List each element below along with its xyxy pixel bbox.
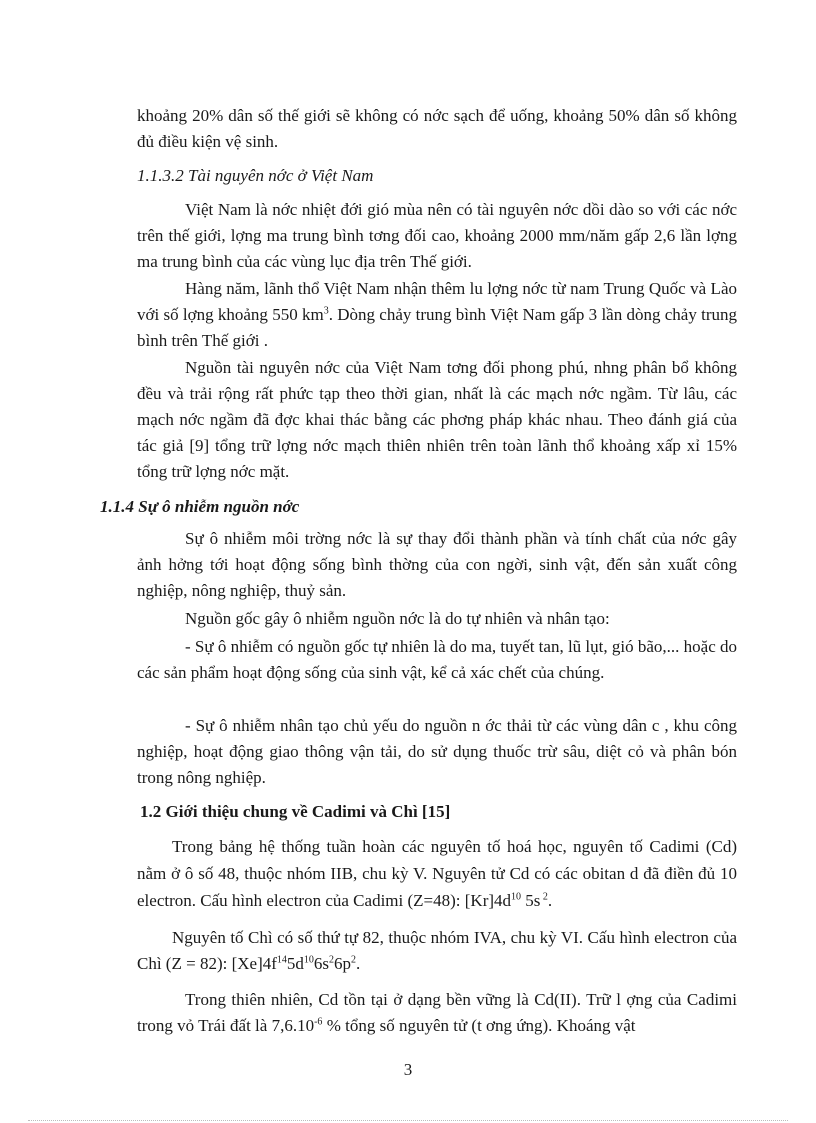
superscript: 2	[329, 954, 335, 966]
paragraph-natural-pollution: - Sự ô nhiễm có nguồn gốc tự nhiên là do ma, tuyết tan, lũ lụt, gió bão,... hoặc do các sản phẩm hoạt động sống của sinh vật, kể cả xác chết của chúng.	[137, 637, 737, 682]
text-run: 5d	[286, 954, 304, 973]
paragraph-flow	[137, 276, 737, 354]
text-run: 6p	[334, 954, 352, 973]
text-run: % tổng số nguyên tử (t ơng ứng). Khoáng vật	[322, 1016, 636, 1035]
superscript: 10	[303, 954, 314, 966]
paragraph-cadmium	[137, 833, 737, 914]
paragraph-pollution-source: Nguồn gốc gây ô nhiễm nguồn nớc là do tự nhiên và nhân tạo:	[185, 609, 610, 628]
text-run: Nguyên tố Chì có số thứ tự 82, thuộc nhóm IVA, chu kỳ VI. Cấu hình electron của Chì (Z = 82): [Xe]4f	[137, 928, 737, 973]
text-run: .	[356, 954, 361, 973]
text-run: . Dòng chảy trung bình Việt Nam gấp 3 lần dòng chảy trung bình trên Thế giới .	[137, 305, 738, 350]
subheading-1-1-3-2: 1.1.3.2 Tài nguyên nớc ở Việt Nam	[137, 166, 374, 185]
page-number: 3	[403, 1060, 413, 1079]
text-run: Trong thiên nhiên, Cd tồn tại ở dạng bền vững là Cd(II). Trữ l ợng của Cadimi trong vỏ Trái đất là 7,6.10	[137, 990, 737, 1035]
paragraph-intro: khoảng 20% dân số thế giới sẽ không có nớc sạch để uống, khoảng 50% dân số không đủ điều kiện vệ sinh.	[137, 106, 737, 151]
superscript: 3	[323, 305, 329, 317]
heading-1-2: 1.2 Giới thiệu chung về Cadimi và Chì [15]	[140, 802, 451, 821]
paragraph-resources: Nguồn tài nguyên nớc của Việt Nam tơng đối phong phú, nhng phân bổ không đều và trải rộng rất phức tạp theo thời gian, nhất là các mạch nớc ngầm. Từ lâu, các mạch nớc ngầm đã đợc khai thác bằng các phơng pháp khác nhau. Theo đánh giá của tác giả [9] tổng trữ lợng nớc mạch thiên nhiên trên toàn lãnh thổ khoảng xấp xỉ 15% tổng trữ lợng nớc mặt.	[137, 358, 737, 481]
text-run: Trong bảng hệ thống tuần hoàn các nguyên tố hoá học, nguyên tố Cadimi (Cd) nằm ở ô số 48, thuộc nhóm IIB, chu kỳ V. Nguyên tử Cd có các obitan d đã điền đủ 10 electron. Cấu hình electron của Cadimi (Z=48): [Kr]4d	[137, 837, 737, 910]
paragraph-cadmium-nature	[137, 987, 737, 1039]
paragraph-lead	[137, 925, 737, 977]
superscript: 10	[511, 891, 522, 903]
superscript: -6	[314, 1016, 323, 1028]
superscript: 2	[351, 954, 357, 966]
heading-1-1-4: 1.1.4 Sự ô nhiễm nguồn nớc	[100, 497, 300, 516]
paragraph-pollution-def: Sự ô nhiễm môi trờng nớc là sự thay đổi thành phần và tính chất của nớc gây ảnh hởng tới hoạt động sống bình thờng của con ngời, sinh vật, đến sản xuất công nghiệp, nông nghiệp, thuỷ sản.	[137, 529, 737, 600]
text-run: Hàng năm, lãnh thổ Việt Nam nhận thêm lu lợng nớc từ nam Trung Quốc và Lào với số lợng khoảng 550 km	[137, 279, 737, 324]
superscript: 2	[540, 891, 548, 903]
text-run: 6s	[313, 954, 330, 973]
page-bottom-divider	[28, 1120, 788, 1121]
text-run: 5s	[521, 891, 541, 910]
paragraph-vn-water: Việt Nam là nớc nhiệt đới gió mùa nên có tài nguyên nớc dồi dào so với các nớc trên thế giới, lợng ma trung bình tơng đối cao, khoảng 2000 mm/năm gấp 2,6 lần lợng ma trung bình của các vùng lục địa trên Thế giới.	[137, 200, 737, 271]
text-run: .	[547, 891, 553, 910]
paragraph-artificial-pollution: - Sự ô nhiễm nhân tạo chủ yếu do nguồn n ớc thải từ các vùng dân c , khu công nghiệp, hoạt động giao thông vận tải, do sử dụng thuốc trừ sâu, diệt cỏ và phân bón trong nông nghiệp.	[137, 716, 737, 787]
superscript: 14	[276, 954, 287, 966]
